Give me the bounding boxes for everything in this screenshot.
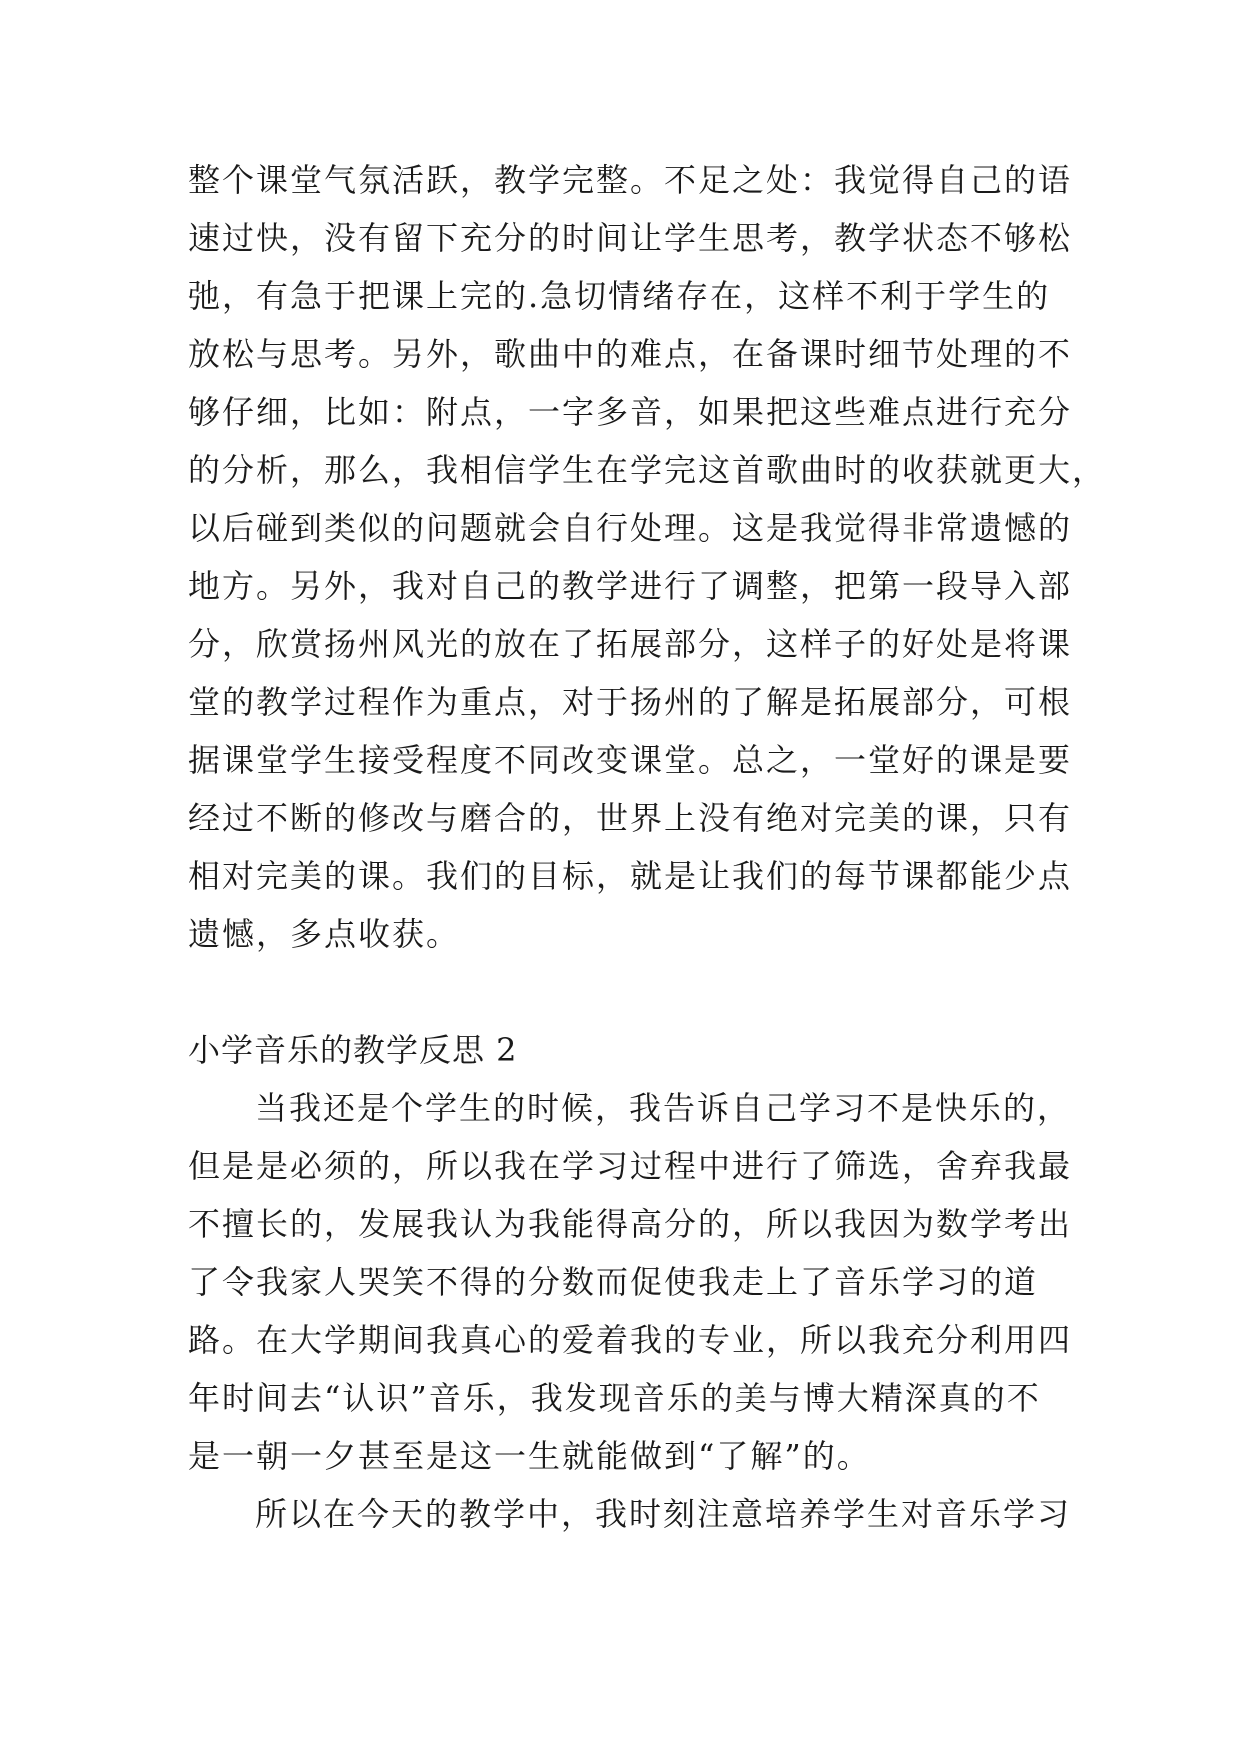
text-line: 够仔细，比如：附点，一字多音，如果把这些难点进行充分: [188, 393, 1073, 431]
text-line: 弛，有急于把课上完的.急切情绪存在，这样不利于学生的: [188, 277, 1051, 315]
text-line: 所以在今天的教学中，我时刻注意培养学生对音乐学习: [255, 1495, 1072, 1533]
text-line: 速过快，没有留下充分的时间让学生思考，教学状态不够松: [188, 219, 1073, 257]
text-line: 但是是必须的，所以我在学习过程中进行了筛选，舍弃我最: [188, 1147, 1073, 1185]
text-line: 年时间去“认识”音乐，我发现音乐的美与博大精深真的不: [188, 1379, 1041, 1417]
text-line: 放松与思考。另外，歌曲中的难点，在备课时细节处理的不: [188, 335, 1073, 373]
text-line: 据课堂学生接受程度不同改变课堂。总之，一堂好的课是要: [188, 741, 1073, 779]
text-line: 不擅长的，发展我认为我能得高分的，所以我因为数学考出: [188, 1205, 1073, 1243]
text-line: 地方。另外，我对自己的教学进行了调整，把第一段导入部: [188, 567, 1073, 605]
text-line: 整个课堂气氛活跃，教学完整。不足之处：我觉得自己的语: [188, 161, 1073, 199]
text-line: 以后碰到类似的问题就会自行处理。这是我觉得非常遗憾的: [188, 509, 1073, 547]
text-line: 路。在大学期间我真心的爱着我的专业，所以我充分利用四: [188, 1321, 1073, 1359]
text-line: 遗憾，多点收获。: [188, 915, 461, 953]
text-line: 了令我家人哭笑不得的分数而促使我走上了音乐学习的道: [188, 1263, 1039, 1301]
text-line: 是一朝一夕甚至是这一生就能做到“了解”的。: [188, 1437, 871, 1475]
text-line: 当我还是个学生的时候，我告诉自己学习不是快乐的，: [255, 1089, 1072, 1127]
text-line: 相对完美的课。我们的目标，就是让我们的每节课都能少点: [188, 857, 1073, 895]
text-line: 的分析，那么，我相信学生在学完这首歌曲时的收获就更大，: [188, 451, 1107, 489]
section-heading: 小学音乐的教学反思 2: [188, 1031, 518, 1069]
text-line: 分，欣赏扬州风光的放在了拓展部分，这样子的好处是将课: [188, 625, 1073, 663]
text-line: 经过不断的修改与磨合的，世界上没有绝对完美的课，只有: [188, 799, 1073, 837]
text-line: 堂的教学过程作为重点，对于扬州的了解是拓展部分，可根: [188, 683, 1073, 721]
